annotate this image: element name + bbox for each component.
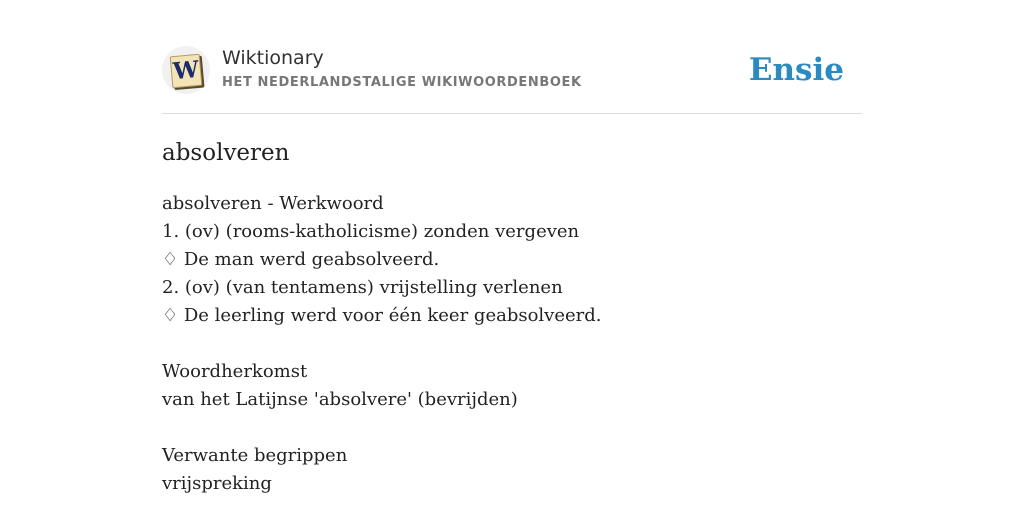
related-item[interactable]: vrijspreking [162,473,272,494]
page [162,0,862,498]
page-title: absolveren [162,140,290,166]
example-2: ♢ De leerling werd voor één keer geabsolveerd. [162,305,602,326]
example-1: ♢ De man werd geabsolveerd. [162,249,440,270]
brand-logo-link[interactable]: Ensie [748,52,844,88]
logo-tile [170,54,203,88]
etymology-heading: Woordherkomst [162,361,308,382]
related-heading: Verwante begrippen [162,445,348,466]
etymology-text: van het Latijnse 'absolvere' (bevrijden) [162,389,518,410]
section-gap [162,330,862,358]
logo-letter: W [171,55,201,86]
definition-2: 2. (ov) (van tentamens) vrijstelling verlenen [162,277,563,298]
site-tagline: HET NEDERLANDSTALIGE WIKIWOORDENBOEK [222,75,582,90]
entry-content [162,190,862,498]
section-gap [162,414,862,442]
site-header [162,46,862,114]
headword-line: absolveren - Werkwoord [162,193,384,214]
wiktionary-logo-icon[interactable] [162,46,210,94]
site-name[interactable]: Wiktionary [222,47,324,69]
definition-1: 1. (ov) (rooms-katholicisme) zonden vergeven [162,221,580,242]
